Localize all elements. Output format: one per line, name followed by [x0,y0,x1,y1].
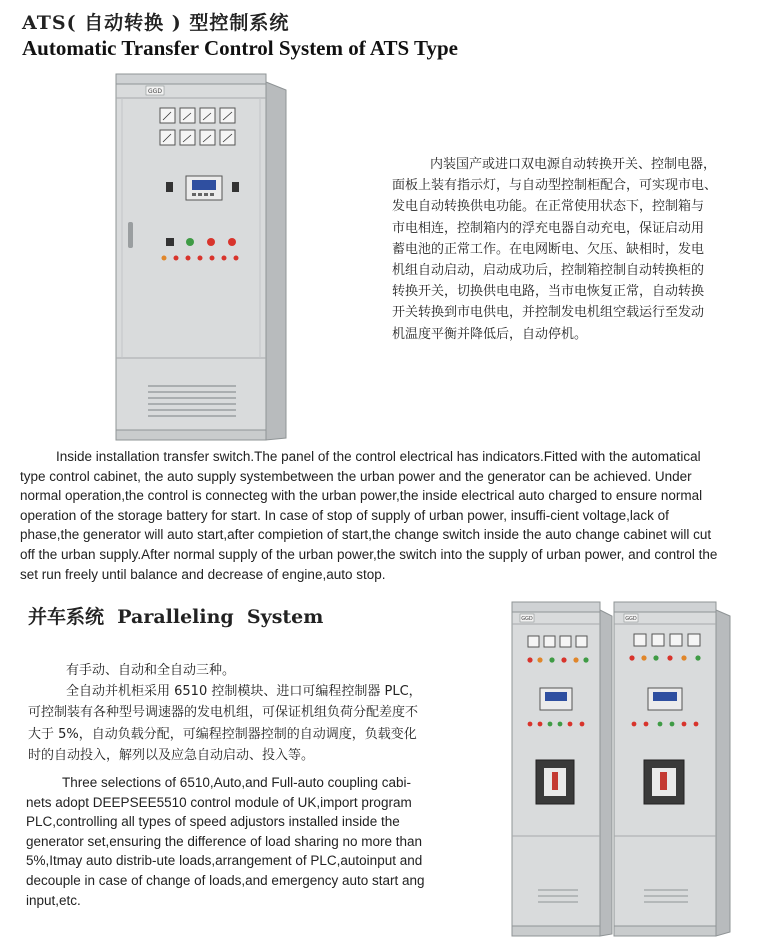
cn-line: 机组自动启动，启动成功后，控制箱控制自动转换柜的 [392,263,705,279]
cn-line: 内装国产或进口双电源自动转换开关、控制电器， [430,157,717,172]
en-line: generator set,ensuring the difference of load sharing no more than [26,833,423,849]
ats-control-cabinet-image [108,72,288,444]
en-line: PLC,controlling all types of speed adjustors installed inside the [26,814,400,830]
en-line: set run freely until balance and decrease of engine,auto stop. [20,566,386,582]
cn-line: 全自动并机柜采用 6510 控制模块、进口可编程控制器 PLC， [66,684,422,700]
cn-line: 蓄电池的正常工作。在电网断电、欠压、缺相时，发电 [392,241,705,257]
cn-line: 发电自动转换供电功能。在正常使用状态下，控制箱与 [392,199,705,215]
en-line: type control cabinet, the auto supply systembetween the urban power and the generator can be achieved. Under [20,468,692,484]
en-line: operation of the storage battery for start. In case of stop of supply of urban power, insuffi-cient voltage,lack of [20,507,669,523]
cn-line: 开关转换到市电供电，并控制发电机组空载运行至发动 [392,305,705,321]
section1-cn-paragraph [392,154,752,345]
paralleling-cabinets-image [508,600,738,938]
cn-line: 可控制装有各种型号调速器的发电机组，可保证机组负荷分配差度不 [28,705,419,721]
cabinet-nameplate-text: GGD [625,616,637,622]
cn-line: 转换开关，切换供电电路，当市电恢复正常，自动转换 [392,284,705,300]
section1-en-paragraph [20,447,752,584]
en-line: decouple in case of change of loads,and emergency auto start ang [26,872,425,888]
cn-line: 市电相连，控制箱内的浮充电器自动充电，保证启动用 [392,220,705,236]
en-line: off the urban supply.After normal supply of the urban power,the switch into the supply of urban power, and control the [20,546,718,562]
section2-cn-paragraph [28,660,488,766]
section1-title-en: Automatic Transfer Control System of ATS Type [22,36,458,60]
en-line: nets adopt DEEPSEE5510 control module of UK,import program [26,794,412,810]
section2-title: 并车系统 Paralleling System [28,606,324,628]
cn-line: 机温度平衡并降低后，自动停机。 [392,326,588,342]
cn-line: 大于 5%，自动负载分配，可编程控制器控制的自动调度，负载变化 [28,726,417,742]
en-line: normal operation,the control is connecteg with the urban power,the inside electrical auto charged to ensure normal [20,488,703,504]
en-line: 5%,Itmay auto distrib-ute loads,arrangement of PLC,autoinput and [26,853,423,869]
en-line: phase,the generator will auto start,after compietion of start,the change switch inside the auto change cabinet will cut [20,527,712,543]
cn-line: 有手动、自动和全自动三种。 [66,663,236,678]
cabinet-nameplate-text: GGD [521,616,533,622]
en-line: Inside installation transfer switch.The panel of the control electrical has indicators.Fitted with the automatical [56,449,701,464]
cabinet-nameplate-text: GGD [148,88,162,95]
en-line: input,etc. [26,892,81,908]
section1-title-cn: ATS( 自动转换 ) 型控制系统 [22,12,290,34]
en-line: Three selections of 6510,Auto,and Full-auto coupling cabi- [62,775,411,790]
section2-en-paragraph [26,773,474,910]
cn-line: 时的自动投入，解列以及应急自动启动、投入等。 [28,747,315,763]
cn-line: 面板上装有指示灯，与自动型控制柜配合，可实现市电、 [392,178,718,194]
